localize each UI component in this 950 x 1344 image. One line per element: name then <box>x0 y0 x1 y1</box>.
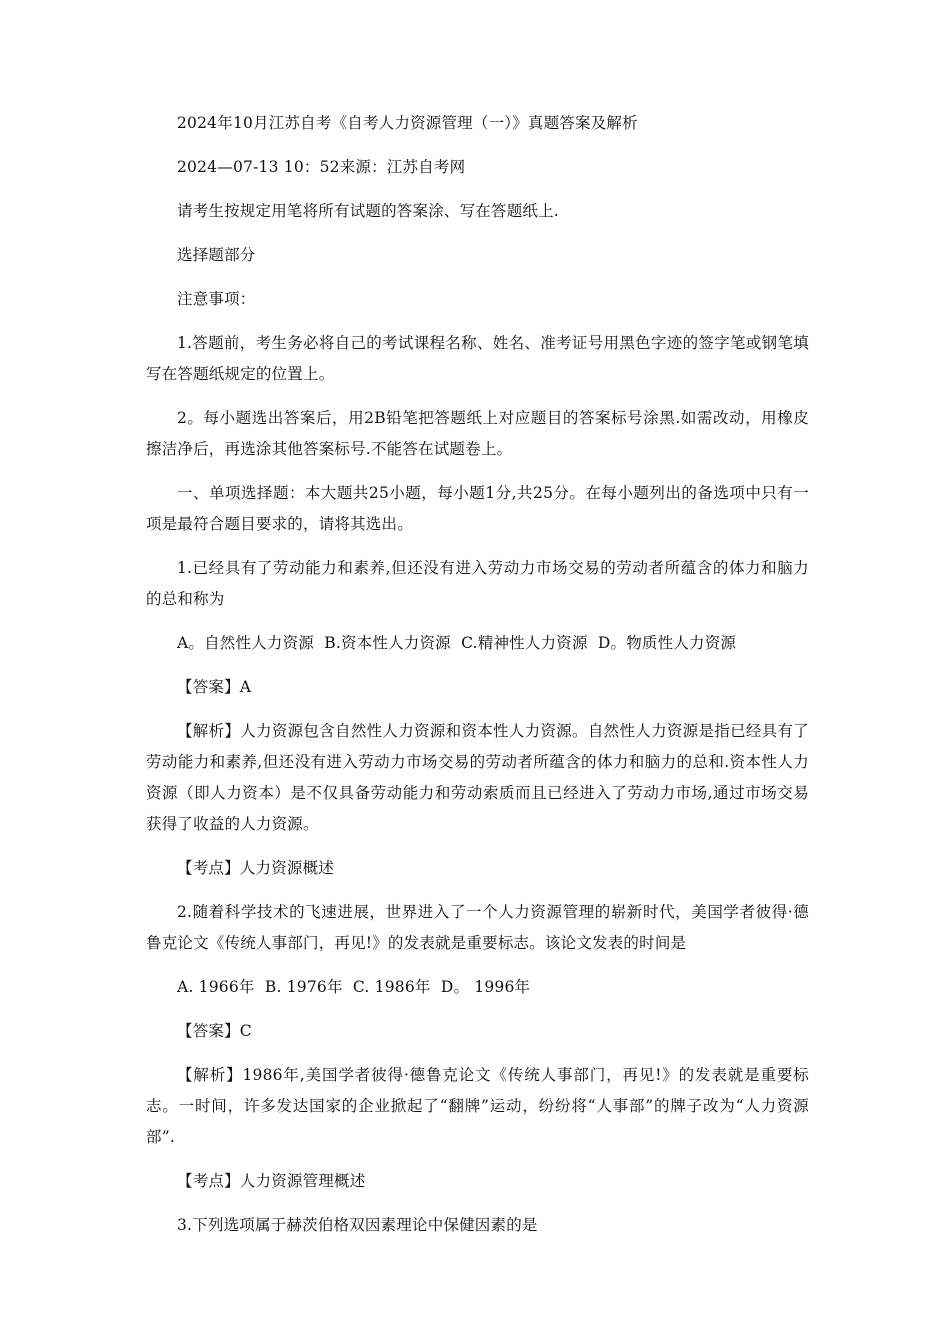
part-1-intro: 一、单项选择题：本大题共25小题，每小题1分,共25分。在每小题列出的备选项中只有一项是最符合题目要求的，请将其选出。 <box>146 484 809 533</box>
question-1-point: 【考点】人力资源概述 <box>177 859 335 877</box>
question-3-stem: 3.下列选项属于赫茨伯格双因素理论中保健因素的是 <box>177 1216 538 1234</box>
question-1-options: A。自然性人力资源 B.资本性人力资源 C.精神性人力资源 D。物质性人力资源 <box>177 634 737 652</box>
question-2-analysis: 【解析】1986年,美国学者彼得·德鲁克论文《传统人事部门，再见!》的发表就是重要标志。一时间，许多发达国家的企业掀起了“翻牌”运动，纷纷将“人事部”的牌子改为“人力资源部”. <box>146 1066 809 1146</box>
document-title: 2024年10月江苏自考《自考人力资源管理（一）》真题答案及解析 <box>177 114 638 132</box>
note-2: 2。每小题选出答案后，用2B铅笔把答题纸上对应题目的答案标号涂黑.如需改动，用橡皮擦洁净后，再选涂其他答案标号.不能答在试题卷上。 <box>146 409 809 458</box>
question-2-stem: 2.随着科学技术的飞速进展，世界进入了一个人力资源管理的崭新时代，美国学者彼得·德鲁克论文《传统人事部门，再见!》的发表就是重要标志。该论文发表的时间是 <box>146 903 809 952</box>
section-label: 选择题部分 <box>177 246 256 264</box>
question-1-analysis: 【解析】人力资源包含自然性人力资源和资本性人力资源。自然性人力资源是指已经具有了劳动能力和素养,但还没有进入劳动力市场交易的劳动者所蕴含的体力和脑力的总和.资本性人力资源（即人力资本）是不仅具备劳动能力和劳动索质而且已经进入了劳动力市场,通过市场交易获得了收益的人力资源。 <box>146 722 809 833</box>
notes-label: 注意事项： <box>177 290 256 308</box>
document-page <box>146 108 809 1241</box>
question-1-stem: 1.已经具有了劳动能力和素养,但还没有进入劳动力市场交易的劳动者所蕴含的体力和脑力的总和称为 <box>146 559 809 608</box>
note-1: 1.答题前，考生务必将自己的考试课程名称、姓名、准考证号用黑色字迹的签字笔或钢笔填写在答题纸规定的位置上。 <box>146 334 809 383</box>
question-2-answer: 【答案】C <box>177 1022 252 1040</box>
instruction: 请考生按规定用笔将所有试题的答案涂、写在答题纸上. <box>177 202 559 220</box>
question-2-options: A. 1966年 B. 1976年 C. 1986年 D。 1996年 <box>177 978 531 996</box>
document-meta: 2024—07-13 10：52来源：江苏自考网 <box>177 158 466 176</box>
question-1-answer: 【答案】A <box>177 678 252 696</box>
question-2-point: 【考点】人力资源管理概述 <box>177 1172 366 1190</box>
